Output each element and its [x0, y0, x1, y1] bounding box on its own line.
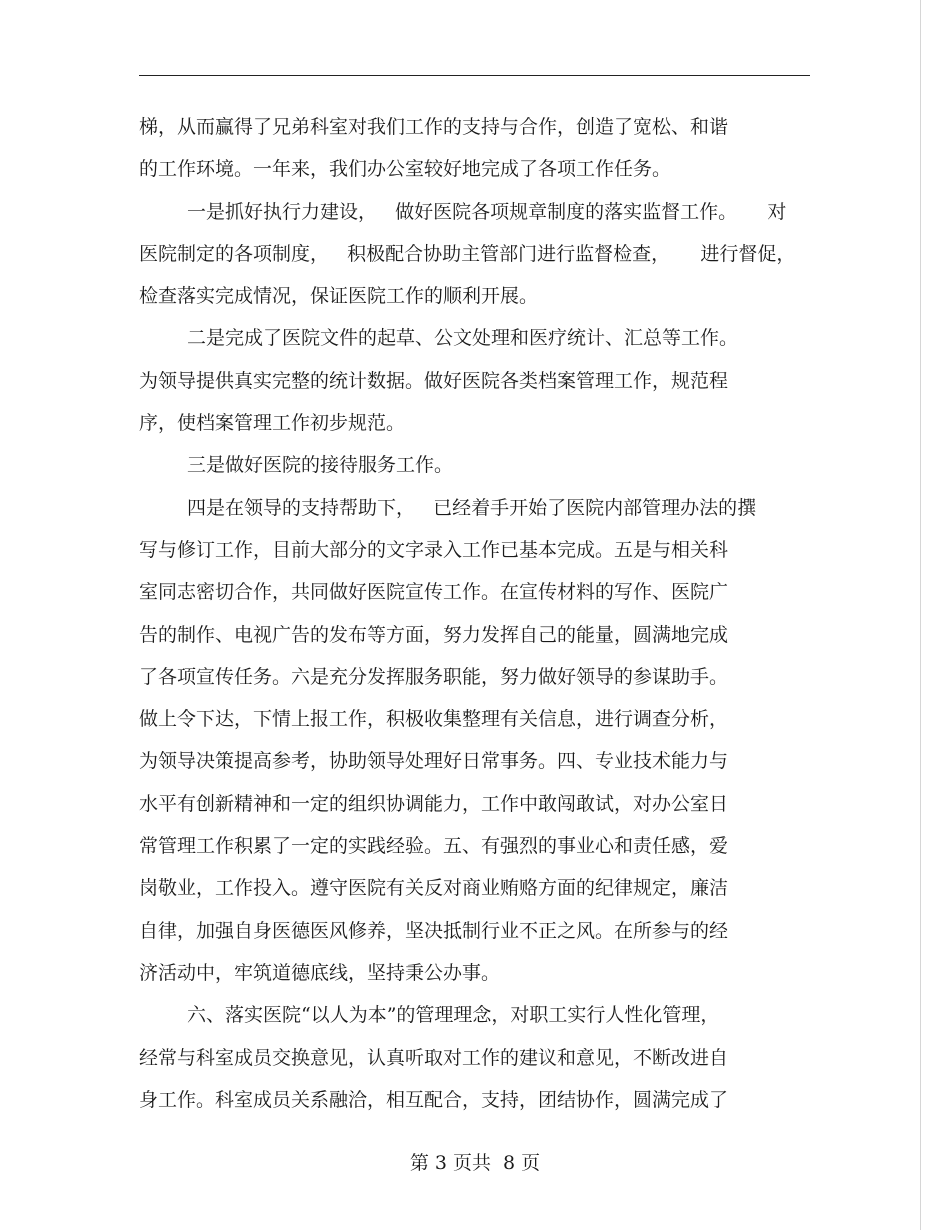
text-line: 六、落实医院“以人为本”的管理理念，对职工实行人性化管理，: [187, 1004, 720, 1027]
text-line: 岗敬业，工作投入。遵守医院有关反对商业贿赂方面的纪律规定，廉洁: [139, 877, 729, 900]
text-line: 了各项宣传任务。六是充分发挥服务职能，努力做好领导的参谋助手。: [139, 665, 729, 688]
text-line: 经常与科室成员交换意见，认真听取对工作的建议和意见，不断改进自: [139, 1046, 729, 1069]
text-line: 梯，从而赢得了兄弟科室对我们工作的支持与合作，创造了宽松、和谐: [139, 116, 729, 138]
text-line: 二是完成了医院文件的起草、公文处理和医疗统计、汇总等工作。: [187, 327, 739, 350]
text-line: 自律，加强自身医德医风修养，坚决抵制行业不正之风。在所参与的经: [139, 919, 729, 942]
text-line: 检查落实完成情况，保证医院工作的顺利开展。: [139, 285, 539, 308]
text-line: 写与修订工作，目前大部分的文字录入工作已基本完成。五是与相关科: [139, 538, 729, 561]
text-line: 济活动中，牢筑道德底线，坚持秉公办事。: [139, 961, 501, 984]
text-line: 医院制定的各项制度， 积极配合协助主管部门进行监督检查， 进行督促，: [139, 242, 796, 265]
text-line: 一是抓好执行力建设， 做好医院各项规章制度的落实监督工作。 对: [187, 200, 787, 223]
text-line: 为领导提供真实完整的统计数据。做好医院各类档案管理工作，规范程: [139, 369, 729, 392]
text-line: 序，使档案管理工作初步规范。: [139, 412, 406, 435]
text-line: 水平有创新精神和一定的组织协调能力，工作中敢闯敢试，对办公室日: [139, 792, 729, 815]
text-line: 三是做好医院的接待服务工作。: [187, 454, 454, 477]
text-line: 常管理工作积累了一定的实践经验。五、有强烈的事业心和责任感，爱: [139, 835, 729, 858]
text-line: 四是在领导的支持帮助下， 已经着手开始了医院内部管理办法的撰: [187, 496, 757, 519]
text-line: 做上令下达，下情上报工作，积极收集整理有关信息，进行调查分析，: [139, 708, 729, 731]
text-line: 告的制作、电视广告的发布等方面，努力发挥自己的能量，圆满地完成: [139, 623, 729, 646]
page-edge-line: [920, 0, 921, 1230]
text-line: 室同志密切合作，共同做好医院宣传工作。在宣传材料的写作、医院广: [139, 581, 729, 604]
document-body: [139, 106, 819, 1121]
text-line: 的工作环境。一年来，我们办公室较好地完成了各项工作任务。: [139, 158, 672, 181]
header-rule: [139, 75, 810, 76]
text-line: 为领导决策提高参考，协助领导处理好日常事务。四、专业技术能力与: [139, 750, 729, 773]
text-line: 身工作。科室成员关系融洽，相互配合，支持，团结协作，圆满完成了: [139, 1088, 729, 1111]
page-number: 第 3 页共 8 页: [409, 1152, 541, 1174]
